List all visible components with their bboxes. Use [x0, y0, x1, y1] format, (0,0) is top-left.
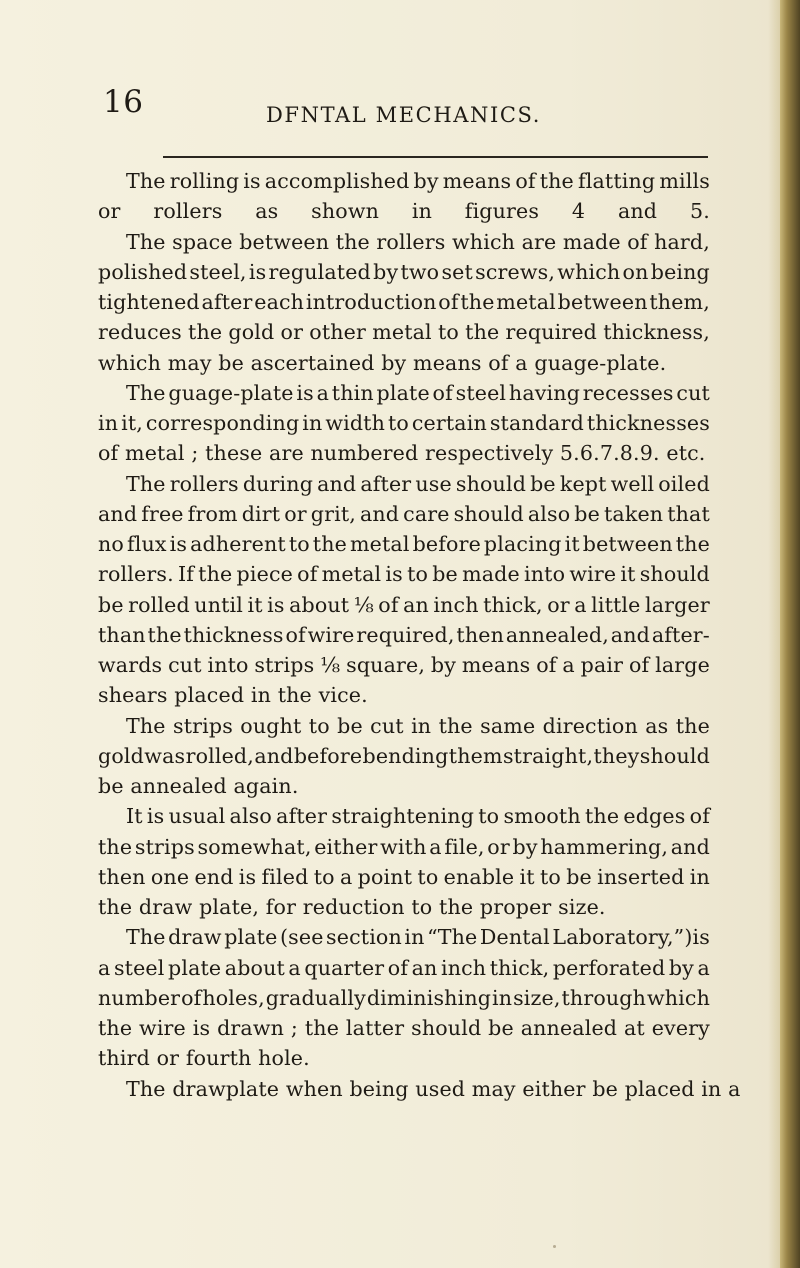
text-line: the strips somewhat, either with a file, or by hammering, and	[98, 834, 710, 859]
text-line: third or fourth hole.	[98, 1046, 310, 1071]
text-line: The space between the rollers which are made of hard,	[126, 229, 710, 254]
text-line: The rolling is accomplished by means of the flatting mills	[126, 169, 710, 193]
page-number: 16	[103, 84, 144, 120]
text-line: the wire is drawn ; the latter should be annealed at every	[98, 1016, 710, 1040]
text-line: the draw plate, for reduction to the proper size.	[98, 895, 606, 919]
text-line: be annealed again.	[98, 774, 299, 798]
text-line: polished steel, is regulated by two set screws, which on being	[98, 259, 710, 284]
text-line: The rollers during and after use should be kept well oiled	[126, 471, 710, 496]
text-line: It is usual also after straightening to smooth the edges of	[126, 804, 710, 829]
body-text	[98, 166, 741, 1104]
text-line: be rolled until it is about ⅛ of an inch thick, or a little larger	[98, 592, 710, 617]
text-line: than the thickness of wire required, then annealed, and after-	[98, 622, 710, 647]
text-line: reduces the gold or other metal to the required thickness,	[98, 320, 710, 345]
text-line: The drawplate when being used may either be placed in a	[126, 1076, 741, 1101]
text-line: in it, corresponding in width to certain standard thicknesses	[98, 411, 710, 435]
text-line: shears placed in the vice.	[98, 683, 368, 708]
running-head: DFNTAL MECHANICS.	[266, 103, 542, 127]
text-line: wards cut into strips ⅛ square, by means of a pair of large	[98, 653, 710, 677]
header-rule	[163, 156, 708, 158]
text-line: The guage-plate is a thin plate of steel having recesses cut	[126, 380, 710, 405]
page-gutter-shadow	[768, 0, 780, 1268]
text-line: and free from dirt or grit, and care should also be taken that	[98, 501, 710, 526]
text-line: The strips ought to be cut in the same direction as the	[126, 713, 710, 738]
text-line: tightened after each introduction of the metal between them,	[98, 290, 710, 314]
book-spine-edge	[780, 0, 800, 1268]
paper-speck	[553, 1245, 556, 1248]
text-line: The draw plate (see section in “The Dental Laboratory,”)is	[126, 925, 710, 950]
text-line: rollers. If the piece of metal is to be made into wire it should	[98, 562, 710, 587]
text-line: a steel plate about a quarter of an inch thick, perforated by a	[98, 955, 710, 980]
text-line: gold was rolled, and before bending them straight, they should	[98, 743, 710, 768]
text-line: of metal ; these are numbered respectively 5.6.7.8.9. etc.	[98, 441, 706, 466]
text-line: no flux is adherent to the metal before placing it between the	[98, 532, 710, 556]
text-line: which may be ascertained by means of a guage-plate.	[98, 350, 667, 375]
text-line: number of holes, gradually diminishing in size, through which	[98, 985, 710, 1010]
text-line: or rollers as shown in figures 4 and 5.	[98, 199, 710, 224]
text-line: then one end is filed to a point to enable it to be inserted in	[98, 864, 710, 889]
